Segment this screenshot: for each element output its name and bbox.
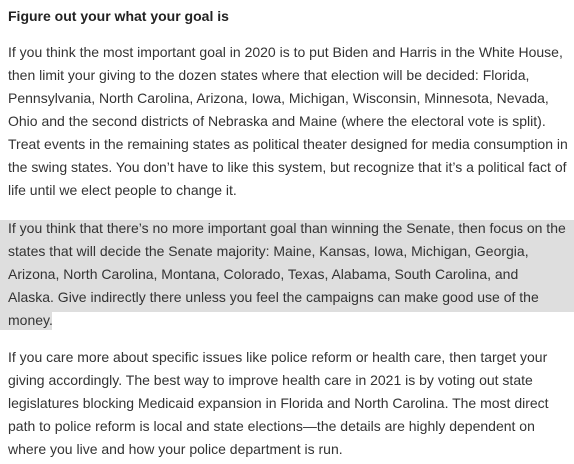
text-line[interactable]: Alaska. Give indirectly there unless you feel the campaigns can make good use of the [8,289,539,305]
text-line[interactable]: Arizona, North Carolina, Montana, Colorado, Texas, Alabama, South Carolina, and [8,266,519,282]
text-line: path to police reform is local and state elections—the details are highly dependent on [8,418,535,434]
section-heading: Figure out your what your goal is [8,8,229,24]
text-line: Pennsylvania, North Carolina, Arizona, Iowa, Michigan, Wisconsin, Minnesota, Nevada, [8,90,549,106]
paragraph-presidential-goal [8,41,572,202]
text-line: then limit your giving to the dozen states where that election will be decided: Florida, [8,67,530,83]
text-line: life until we elect people to change it. [8,182,237,198]
text-line: legislatures blocking Medicaid expansion in Florida and North Carolina. The most direct [8,395,549,411]
text-line: Treat events in the remaining states as political theater designed for media consumption in [8,136,568,152]
text-line[interactable]: If you think that there’s no more important goal than winning the Senate, then focus on the [8,220,566,236]
paragraph-senate-goal[interactable] [8,217,572,332]
text-line[interactable]: money. [8,312,53,328]
text-line: Ohio and the second districts of Nebraska and Maine (where the electoral vote is split). [8,113,546,129]
text-line[interactable]: states that will decide the Senate majority: Maine, Kansas, Iowa, Michigan, Georgia, [8,243,529,259]
text-line: where you live and how your police department is run. [8,441,343,457]
text-line: If you care more about specific issues like police reform or health care, then target your [8,349,548,365]
paragraph-issues-goal [8,346,572,461]
text-line: the swing states. You don’t have to like this system, but recognize that it’s a political fact of [8,159,567,175]
text-line: If you think the most important goal in 2020 is to put Biden and Harris in the White House, [8,44,563,60]
text-line: giving accordingly. The best way to improve health care in 2021 is by voting out state [8,372,533,388]
